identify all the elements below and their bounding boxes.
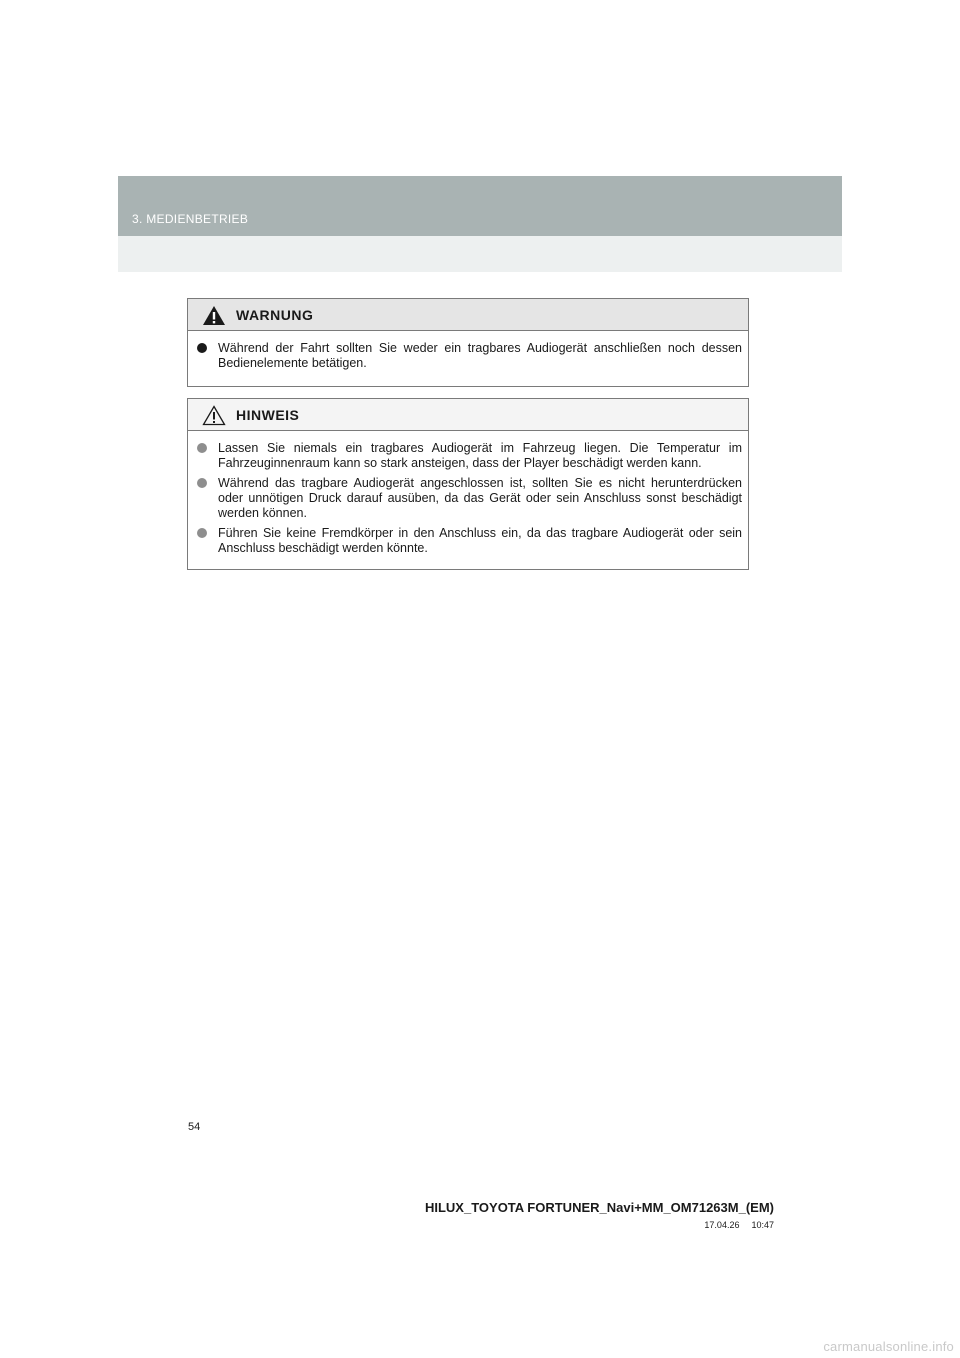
notice-item-text: Lassen Sie niemals ein tragbares Audiogerät im Fahrzeug liegen. Die Temperatur im Fahrzeuginnenraum kann so stark ansteigen, dass der Player beschädigt werden kann.	[218, 441, 742, 470]
bullet-icon	[197, 528, 207, 538]
notice-box-header	[188, 399, 748, 431]
warning-list	[188, 331, 748, 386]
print-date: 17.04.26	[704, 1220, 740, 1230]
warning-triangle-icon	[202, 305, 226, 326]
section-title: 3. MEDIENBETRIEB	[132, 212, 249, 226]
header-sub-band	[118, 236, 842, 272]
watermark: carmanualsonline.info	[823, 1339, 954, 1354]
warning-box	[187, 298, 749, 387]
bullet-icon	[197, 478, 207, 488]
notice-item-text: Während das tragbare Audiogerät angeschlossen ist, sollten Sie es nicht herunterdrücken oder unnötigen Druck darauf ausüben, da das Gerät oder sein Anschluss sonst beschädigt werden können.	[218, 476, 742, 520]
bullet-icon	[197, 343, 207, 353]
print-time: 10:47	[751, 1220, 774, 1230]
document-id: HILUX_TOYOTA FORTUNER_Navi+MM_OM71263M_(EM)	[424, 1200, 774, 1215]
page-number: 54	[188, 1121, 201, 1133]
notice-item	[188, 441, 742, 471]
bullet-icon	[197, 443, 207, 453]
warning-title: WARNUNG	[236, 307, 314, 323]
notice-item-text: Führen Sie keine Fremdkörper in den Anschluss ein, da das tragbare Audiogerät oder sein Anschluss beschädigt werden könnte.	[218, 526, 742, 555]
notice-item	[188, 526, 742, 556]
header-band	[118, 176, 842, 236]
warning-item-text: Während der Fahrt sollten Sie weder ein tragbares Audiogerät anschließen noch dessen Bedienelemente betätigen.	[218, 341, 742, 370]
warning-item	[188, 341, 742, 371]
notice-title: HINWEIS	[236, 407, 300, 423]
print-stamp	[704, 1220, 774, 1230]
notice-box	[187, 398, 749, 570]
warning-triangle-outline-icon	[202, 405, 226, 426]
notice-list	[188, 431, 748, 569]
warning-box-header	[188, 299, 748, 331]
notice-item	[188, 476, 742, 521]
